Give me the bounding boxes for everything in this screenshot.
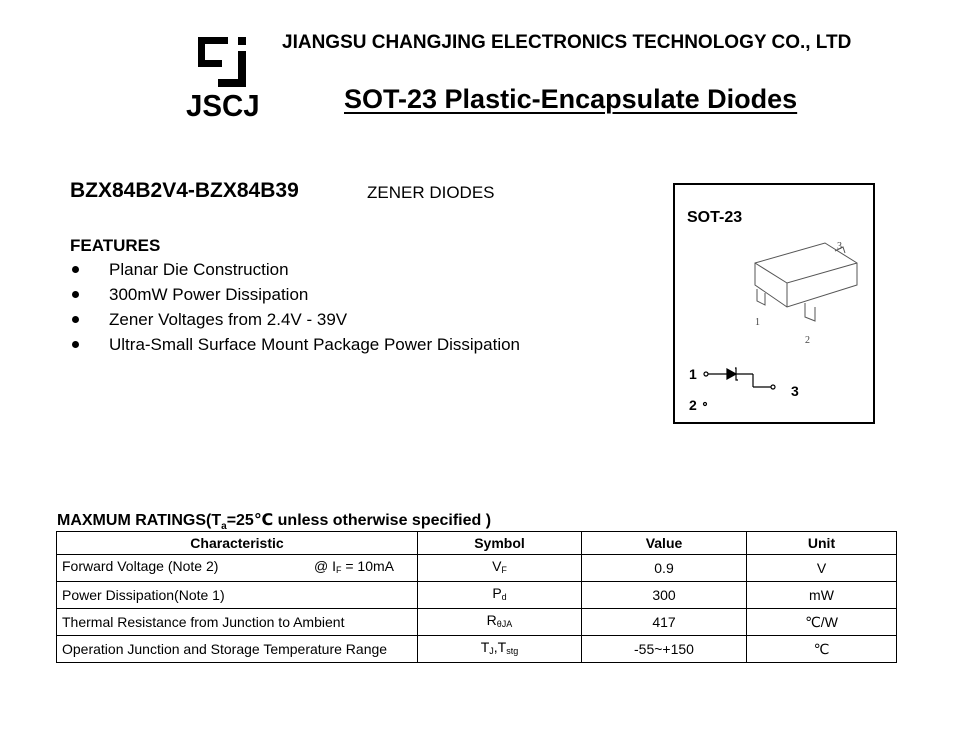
- column-header-characteristic: Characteristic: [57, 532, 418, 555]
- package-body-icon: [755, 243, 857, 321]
- pin2-label-small: 2: [805, 335, 810, 346]
- feature-item: 300mW Power Dissipation: [70, 284, 520, 309]
- pin1-label: 1: [689, 366, 697, 382]
- cell-symbol: $P_d$: [418, 582, 582, 609]
- cell-value: 0.9: [582, 555, 747, 582]
- package-label: SOT-23: [687, 209, 743, 226]
- pin3-label: 3: [791, 383, 799, 399]
- table-row: [57, 555, 897, 582]
- column-header-symbol: Symbol: [418, 532, 582, 555]
- cell-characteristic: Thermal Resistance from Junction to Ambient: [57, 609, 418, 636]
- bullet-icon: [72, 291, 79, 298]
- cell-value: 417: [582, 609, 747, 636]
- document-title: SOT-23 Plastic-Encapsulate Diodes: [344, 84, 798, 114]
- feature-item: Ultra-Small Surface Mount Package Power Dissipation: [70, 334, 520, 359]
- cell-symbol: $V_F$: [418, 555, 582, 582]
- bullet-icon: [72, 316, 79, 323]
- part-number-range: BZX84B2V4-BZX84B39: [70, 179, 299, 202]
- pin1-label-small: 1: [755, 317, 760, 328]
- table-row: [57, 609, 897, 636]
- column-header-unit: Unit: [747, 532, 897, 555]
- cell-unit: mW: [747, 582, 897, 609]
- table-header-row: [57, 532, 897, 555]
- table-row: [57, 582, 897, 609]
- column-header-value: Value: [582, 532, 747, 555]
- cell-value: 300: [582, 582, 747, 609]
- ratings-table: [56, 531, 897, 663]
- zener-diode-symbol-icon: [704, 368, 776, 406]
- package-diagram-box: [673, 183, 875, 424]
- cell-characteristic: Operation Junction and Storage Temperature Range: [57, 636, 418, 663]
- feature-item: Planar Die Construction: [70, 259, 520, 284]
- pin2-label: 2: [689, 397, 697, 413]
- bullet-icon: [72, 266, 79, 273]
- test-condition: @ $I_F = 10mA$: [313, 558, 394, 575]
- cell-value: -55~+150: [582, 636, 747, 663]
- features-list: [70, 259, 520, 359]
- logo-text: JSCJ: [186, 88, 260, 123]
- ratings-heading: MAXMUM $RATINGS(T_a=25℃$ unless otherwise specified ): [57, 512, 492, 533]
- bullet-icon: [72, 341, 79, 348]
- features-heading: FEATURES: [70, 236, 161, 255]
- cell-unit: V: [747, 555, 897, 582]
- cell-symbol: $R_{\theta JA}$: [418, 609, 582, 636]
- cell-characteristic: Forward Voltage (Note 2) @ $I_F = 10mA$: [57, 555, 418, 582]
- cell-unit: ℃: [747, 636, 897, 663]
- feature-item: Zener Voltages from 2.4V - 39V: [70, 309, 520, 334]
- pin3-label-small: 3: [837, 241, 842, 252]
- cell-symbol: $T_J,T_{stg}$: [418, 636, 582, 663]
- company-logo-icon: [198, 37, 250, 87]
- cell-unit: ℃/W: [747, 609, 897, 636]
- table-row: [57, 636, 897, 663]
- cell-characteristic: Power Dissipation(Note 1): [57, 582, 418, 609]
- part-type: ZENER DIODES: [367, 183, 495, 202]
- company-name: JIANGSU CHANGJING ELECTRONICS TECHNOLOGY CO., LTD: [282, 32, 852, 53]
